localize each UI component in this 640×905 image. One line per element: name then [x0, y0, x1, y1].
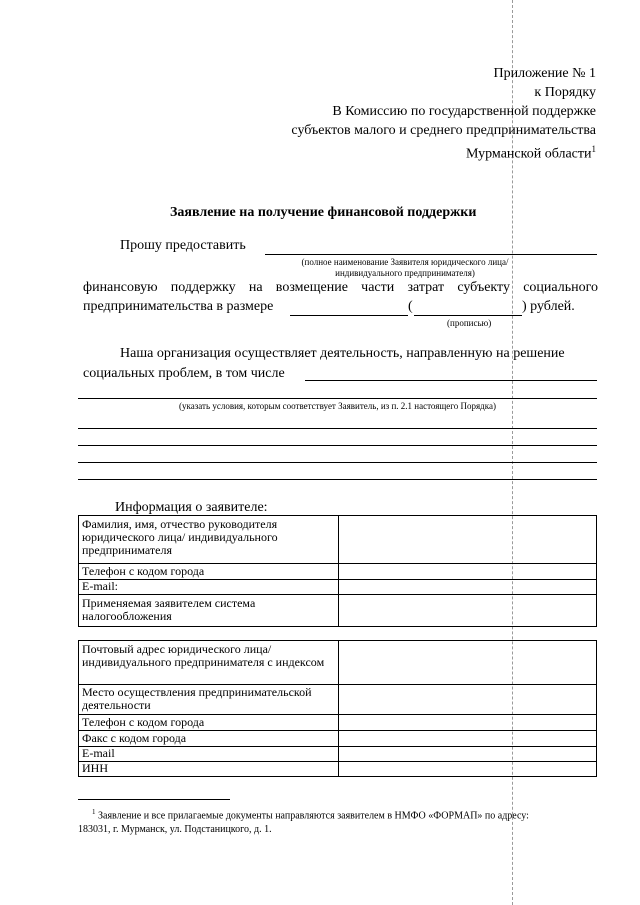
table1-row-phone: Телефон с кодом города — [82, 564, 205, 578]
activity-blank-4 — [78, 445, 597, 446]
table2-row-postal-address: Почтовый адрес юридического лица/ индивидуального предпринимателя с индексом — [82, 642, 325, 669]
applicant-name-hint: (полное наименование Заявителя юридического лица/ индивидуального предпринимателя) — [301, 257, 509, 278]
header-block — [291, 64, 596, 164]
request-line-2: предпринимательства в размере — [83, 299, 274, 314]
footnote — [78, 805, 598, 837]
table2-row-phone: Телефон с кодом города — [82, 715, 205, 729]
footnote-line-2: 183031, г. Мурманск, ул. Подстаницкого, д. 1. — [78, 824, 272, 836]
activity-line-2: социальных проблем, в том числе — [83, 366, 285, 381]
table1-row-tax-system: Применяемая заявителем система налогообложения — [82, 596, 256, 623]
table1-row-manager-name: Фамилия, имя, отчество руководителя юридического лица/ индивидуального предпринимателя — [82, 517, 278, 557]
amount-words-hint: (прописью) — [447, 318, 492, 328]
document-title: Заявление на получение финансовой поддержки — [170, 205, 477, 220]
header-line-5: Мурманской области$^1$ — [466, 144, 596, 162]
request-lead: Прошу предоставить — [120, 238, 246, 253]
activity-blank-2 — [78, 398, 597, 399]
header-line-1: Приложение № 1 — [493, 66, 596, 81]
activity-blank-6 — [78, 479, 597, 480]
table1-row-email: E-mail: — [82, 579, 118, 593]
activity-blank-1 — [305, 380, 597, 381]
applicant-name-blank — [265, 254, 597, 255]
footnote-separator — [78, 799, 230, 800]
activity-hint: (указать условия, которым соответствует Заявитель, из п. 2.1 настоящего Порядка) — [179, 401, 496, 411]
open-paren: ( — [408, 299, 413, 314]
request-line-1: финансовую поддержку на возмещение части затрат субъекту социального — [83, 280, 598, 295]
activity-line-1: Наша организация осуществляет деятельность, направленную на решение — [120, 346, 565, 361]
activity-blank-3 — [78, 428, 597, 429]
table2-row-fax: Факс с кодом города — [82, 731, 187, 745]
table2-row-email: E-mail — [82, 746, 115, 760]
footnote-mark: 1 — [92, 808, 96, 816]
amount-words-blank — [414, 315, 522, 316]
table2-row-inn: ИНН — [82, 761, 108, 775]
footnote-line-1: Заявление и все прилагаемые документы направляются заявителем в НМФО «ФОРМАП» по адресу: — [98, 810, 529, 822]
footnote-ref: 1 — [591, 144, 596, 154]
activity-blank-5 — [78, 462, 597, 463]
applicant-info-title: Информация о заявителе: — [115, 500, 268, 515]
header-line-3: В Комиссию по государственной поддержке — [332, 104, 596, 119]
amount-digits-blank — [290, 315, 408, 316]
close-paren-rubles: ) рублей. — [522, 299, 575, 314]
header-line-4: субъектов малого и среднего предпринимательства — [291, 123, 596, 138]
header-line-2: к Порядку — [534, 85, 596, 100]
table2-row-business-location: Место осуществления предпринимательской деятельности — [82, 685, 312, 712]
